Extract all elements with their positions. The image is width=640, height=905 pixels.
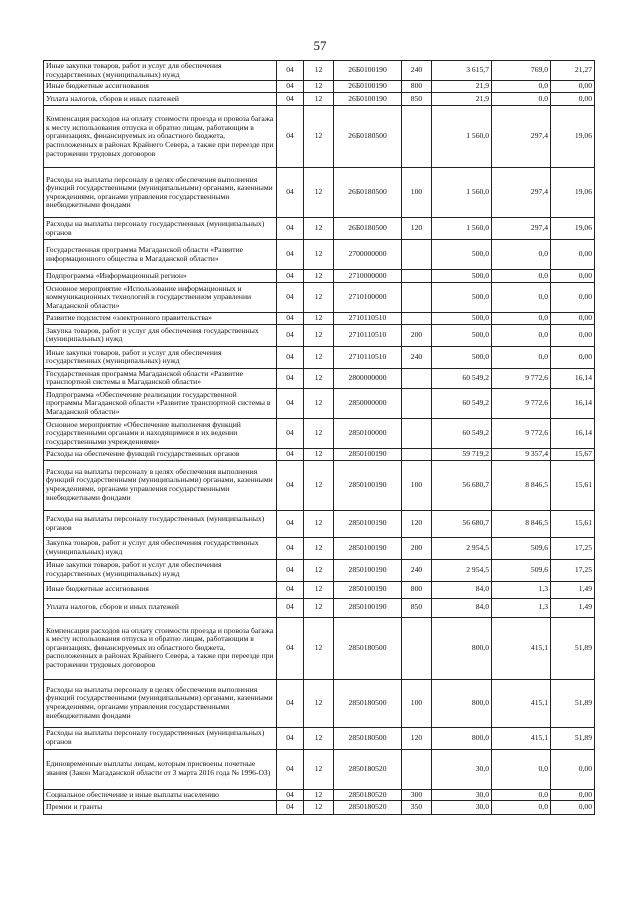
row-name-cell: Развитие подсистем «электронного правительства» [44, 313, 277, 325]
page-number: 57 [313, 38, 327, 53]
section-code-cell: 04 [277, 270, 304, 283]
expense-type-cell: 120 [402, 218, 432, 240]
subsection-code-cell: 12 [304, 418, 334, 448]
execution-percent-cell: 16,14 [551, 388, 595, 418]
row-name-cell: Социальное обеспечение и иные выплаты населению [44, 789, 277, 801]
target-article-cell: 2700000000 [334, 240, 402, 270]
target-article-cell: 2710110510 [334, 324, 402, 346]
section-code-cell: 04 [277, 581, 304, 598]
subsection-code-cell: 12 [304, 749, 334, 789]
target-article-cell: 2850100190 [334, 537, 402, 559]
table-row [44, 81, 595, 93]
subsection-code-cell: 12 [304, 598, 334, 617]
table-row [44, 218, 595, 240]
expense-type-cell: 850 [402, 93, 432, 106]
planned-amount-cell: 500,0 [432, 283, 492, 313]
subsection-code-cell: 12 [304, 346, 334, 368]
expense-type-cell: 240 [402, 346, 432, 368]
execution-percent-cell: 0,00 [551, 313, 595, 325]
planned-amount-cell: 30,0 [432, 801, 492, 815]
expense-type-cell: 120 [402, 727, 432, 749]
planned-amount-cell: 56 680,7 [432, 510, 492, 537]
subsection-code-cell: 12 [304, 801, 334, 815]
table-row [44, 346, 595, 368]
subsection-code-cell: 12 [304, 368, 334, 388]
execution-percent-cell: 0,00 [551, 789, 595, 801]
actual-amount-cell: 0,0 [492, 324, 551, 346]
expense-type-cell [402, 418, 432, 448]
actual-amount-cell: 0,0 [492, 93, 551, 106]
table-row [44, 93, 595, 106]
section-code-cell: 04 [277, 510, 304, 537]
table-row [44, 559, 595, 581]
target-article-cell: 2710100000 [334, 283, 402, 313]
row-name-cell: Расходы на выплаты персоналу государственных (муниципальных) органов [44, 218, 277, 240]
subsection-code-cell: 12 [304, 61, 334, 81]
target-article-cell: 2710110510 [334, 346, 402, 368]
target-article-cell: 2850180500 [334, 617, 402, 679]
section-code-cell: 04 [277, 93, 304, 106]
row-name-cell: Расходы на выплаты персоналу государственных (муниципальных) органов [44, 727, 277, 749]
target-article-cell: 2850180520 [334, 749, 402, 789]
actual-amount-cell: 0,0 [492, 81, 551, 93]
planned-amount-cell: 30,0 [432, 789, 492, 801]
expense-type-cell [402, 448, 432, 460]
planned-amount-cell: 60 549,2 [432, 368, 492, 388]
table-row [44, 749, 595, 789]
expense-type-cell: 800 [402, 81, 432, 93]
execution-percent-cell: 16,14 [551, 368, 595, 388]
subsection-code-cell: 12 [304, 679, 334, 727]
table-row [44, 313, 595, 325]
row-name-cell: Уплата налогов, сборов и иных платежей [44, 598, 277, 617]
table-row [44, 727, 595, 749]
target-article-cell: 26Б0100190 [334, 93, 402, 106]
planned-amount-cell: 2 954,5 [432, 537, 492, 559]
actual-amount-cell: 1,3 [492, 581, 551, 598]
target-article-cell: 26Б0180500 [334, 218, 402, 240]
execution-percent-cell: 0,00 [551, 283, 595, 313]
subsection-code-cell: 12 [304, 93, 334, 106]
target-article-cell: 26Б0180500 [334, 168, 402, 218]
target-article-cell: 2850100000 [334, 418, 402, 448]
actual-amount-cell: 9 772,6 [492, 418, 551, 448]
target-article-cell: 2800000000 [334, 368, 402, 388]
actual-amount-cell: 0,0 [492, 801, 551, 815]
row-name-cell: Премии и гранты [44, 801, 277, 815]
subsection-code-cell: 12 [304, 168, 334, 218]
execution-percent-cell: 17,25 [551, 537, 595, 559]
row-name-cell: Государственная программа Магаданской области «Развитие транспортной системы в Магаданской области» [44, 368, 277, 388]
target-article-cell: 26Б0100190 [334, 61, 402, 81]
row-name-cell: Расходы на выплаты персоналу в целях обеспечения выполнения функций государственными (муниципальными) органами, казенными учреждениями, органами управления государственными внебюджетными фондами [44, 460, 277, 510]
expense-type-cell: 300 [402, 789, 432, 801]
section-code-cell: 04 [277, 418, 304, 448]
expense-type-cell: 120 [402, 510, 432, 537]
planned-amount-cell: 56 680,7 [432, 460, 492, 510]
section-code-cell: 04 [277, 218, 304, 240]
actual-amount-cell: 297,4 [492, 218, 551, 240]
table-row [44, 61, 595, 81]
section-code-cell: 04 [277, 679, 304, 727]
expense-type-cell [402, 283, 432, 313]
actual-amount-cell: 9 357,4 [492, 448, 551, 460]
subsection-code-cell: 12 [304, 727, 334, 749]
table-row [44, 106, 595, 168]
execution-percent-cell: 0,00 [551, 270, 595, 283]
section-code-cell: 04 [277, 368, 304, 388]
section-code-cell: 04 [277, 388, 304, 418]
row-name-cell: Закупка товаров, работ и услуг для обеспечения государственных (муниципальных) нужд [44, 537, 277, 559]
row-name-cell: Государственная программа Магаданской области «Развитие информационного общества в Магаданской области» [44, 240, 277, 270]
target-article-cell: 2850180500 [334, 679, 402, 727]
planned-amount-cell: 60 549,2 [432, 418, 492, 448]
expense-type-cell [402, 388, 432, 418]
actual-amount-cell: 769,0 [492, 61, 551, 81]
expense-type-cell: 200 [402, 537, 432, 559]
execution-percent-cell: 17,25 [551, 559, 595, 581]
planned-amount-cell: 500,0 [432, 240, 492, 270]
expense-type-cell: 240 [402, 559, 432, 581]
subsection-code-cell: 12 [304, 324, 334, 346]
section-code-cell: 04 [277, 324, 304, 346]
target-article-cell: 26Б0180500 [334, 106, 402, 168]
table-row [44, 789, 595, 801]
row-name-cell: Расходы на выплаты персоналу в целях обеспечения выполнения функций государственными (муниципальными) органами, казенными учреждениями, органами управления государственными внебюджетными фондами [44, 679, 277, 727]
row-name-cell: Иные бюджетные ассигнования [44, 581, 277, 598]
execution-percent-cell: 19,06 [551, 218, 595, 240]
table-row [44, 388, 595, 418]
table-row [44, 460, 595, 510]
planned-amount-cell: 84,0 [432, 581, 492, 598]
expense-type-cell [402, 240, 432, 270]
section-code-cell: 04 [277, 106, 304, 168]
row-name-cell: Закупка товаров, работ и услуг для обеспечения государственных (муниципальных) нужд [44, 324, 277, 346]
planned-amount-cell: 500,0 [432, 270, 492, 283]
row-name-cell: Расходы на выплаты персоналу государственных (муниципальных) органов [44, 510, 277, 537]
target-article-cell: 2850100190 [334, 460, 402, 510]
target-article-cell: 2850180520 [334, 801, 402, 815]
section-code-cell: 04 [277, 448, 304, 460]
target-article-cell: 2710000000 [334, 270, 402, 283]
target-article-cell: 2850100190 [334, 510, 402, 537]
subsection-code-cell: 12 [304, 283, 334, 313]
section-code-cell: 04 [277, 168, 304, 218]
actual-amount-cell: 0,0 [492, 283, 551, 313]
subsection-code-cell: 12 [304, 617, 334, 679]
row-name-cell: Подпрограмма «Информационный регион» [44, 270, 277, 283]
section-code-cell: 04 [277, 749, 304, 789]
table-row [44, 537, 595, 559]
planned-amount-cell: 30,0 [432, 749, 492, 789]
actual-amount-cell: 8 846,5 [492, 460, 551, 510]
actual-amount-cell: 0,0 [492, 789, 551, 801]
execution-percent-cell: 51,89 [551, 679, 595, 727]
actual-amount-cell: 0,0 [492, 240, 551, 270]
actual-amount-cell: 297,4 [492, 106, 551, 168]
subsection-code-cell: 12 [304, 81, 334, 93]
execution-percent-cell: 0,00 [551, 81, 595, 93]
table-row [44, 510, 595, 537]
table-row [44, 324, 595, 346]
section-code-cell: 04 [277, 240, 304, 270]
expense-type-cell: 800 [402, 581, 432, 598]
expense-type-cell [402, 313, 432, 325]
table-row [44, 270, 595, 283]
expense-type-cell: 100 [402, 679, 432, 727]
planned-amount-cell: 60 549,2 [432, 388, 492, 418]
actual-amount-cell: 0,0 [492, 313, 551, 325]
execution-percent-cell: 0,00 [551, 240, 595, 270]
row-name-cell: Расходы на обеспечение функций государственных органов [44, 448, 277, 460]
planned-amount-cell: 500,0 [432, 324, 492, 346]
actual-amount-cell: 0,0 [492, 749, 551, 789]
section-code-cell: 04 [277, 537, 304, 559]
subsection-code-cell: 12 [304, 313, 334, 325]
expense-type-cell: 850 [402, 598, 432, 617]
section-code-cell: 04 [277, 727, 304, 749]
section-code-cell: 04 [277, 617, 304, 679]
execution-percent-cell: 1,49 [551, 581, 595, 598]
table-row [44, 368, 595, 388]
budget-table-body [44, 61, 595, 815]
expense-type-cell [402, 270, 432, 283]
row-name-cell: Основное мероприятие «Обеспечение выполнения функций государственными органами и находящимися в их ведении государственными учреждениями» [44, 418, 277, 448]
expense-type-cell: 350 [402, 801, 432, 815]
execution-percent-cell: 0,00 [551, 324, 595, 346]
section-code-cell: 04 [277, 61, 304, 81]
execution-percent-cell: 19,06 [551, 106, 595, 168]
planned-amount-cell: 21,9 [432, 81, 492, 93]
table-row [44, 283, 595, 313]
planned-amount-cell: 59 719,2 [432, 448, 492, 460]
table-row [44, 448, 595, 460]
actual-amount-cell: 415,1 [492, 679, 551, 727]
execution-percent-cell: 16,14 [551, 418, 595, 448]
section-code-cell: 04 [277, 598, 304, 617]
actual-amount-cell: 9 772,6 [492, 368, 551, 388]
row-name-cell: Компенсация расходов на оплату стоимости проезда и провоза багажа к месту использования отпуска и обратно лицам, работающим в организациях, финансируемых из областного бюджета, расположенных в районах Крайнего Севера, а также при переезде при расторжении трудовых договоров [44, 106, 277, 168]
subsection-code-cell: 12 [304, 448, 334, 460]
expense-type-cell [402, 749, 432, 789]
planned-amount-cell: 800,0 [432, 679, 492, 727]
section-code-cell: 04 [277, 313, 304, 325]
planned-amount-cell: 21,9 [432, 93, 492, 106]
execution-percent-cell: 0,00 [551, 801, 595, 815]
table-row [44, 679, 595, 727]
expense-type-cell: 200 [402, 324, 432, 346]
expense-type-cell [402, 617, 432, 679]
planned-amount-cell: 500,0 [432, 313, 492, 325]
subsection-code-cell: 12 [304, 270, 334, 283]
expense-type-cell: 100 [402, 460, 432, 510]
target-article-cell: 2850180500 [334, 727, 402, 749]
section-code-cell: 04 [277, 283, 304, 313]
execution-percent-cell: 15,61 [551, 460, 595, 510]
table-row [44, 418, 595, 448]
target-article-cell: 2850100190 [334, 559, 402, 581]
row-name-cell: Иные бюджетные ассигнования [44, 81, 277, 93]
execution-percent-cell: 21,27 [551, 61, 595, 81]
planned-amount-cell: 2 954,5 [432, 559, 492, 581]
planned-amount-cell: 1 560,0 [432, 168, 492, 218]
section-code-cell: 04 [277, 801, 304, 815]
actual-amount-cell: 415,1 [492, 617, 551, 679]
row-name-cell: Уплата налогов, сборов и иных платежей [44, 93, 277, 106]
target-article-cell: 2850100190 [334, 598, 402, 617]
subsection-code-cell: 12 [304, 460, 334, 510]
actual-amount-cell: 8 846,5 [492, 510, 551, 537]
actual-amount-cell: 415,1 [492, 727, 551, 749]
section-code-cell: 04 [277, 460, 304, 510]
actual-amount-cell: 0,0 [492, 270, 551, 283]
table-row [44, 801, 595, 815]
table-row [44, 598, 595, 617]
target-article-cell: 2850000000 [334, 388, 402, 418]
execution-percent-cell: 19,06 [551, 168, 595, 218]
budget-table [43, 60, 595, 815]
expense-type-cell: 240 [402, 61, 432, 81]
planned-amount-cell: 500,0 [432, 346, 492, 368]
planned-amount-cell: 84,0 [432, 598, 492, 617]
subsection-code-cell: 12 [304, 510, 334, 537]
row-name-cell: Иные закупки товаров, работ и услуг для обеспечения государственных (муниципальных) нужд [44, 559, 277, 581]
subsection-code-cell: 12 [304, 581, 334, 598]
row-name-cell: Расходы на выплаты персоналу в целях обеспечения выполнения функций государственными (муниципальными) органами, казенными учреждениями, органами управления государственными внебюджетными фондами [44, 168, 277, 218]
table-row [44, 581, 595, 598]
expense-type-cell [402, 368, 432, 388]
section-code-cell: 04 [277, 559, 304, 581]
target-article-cell: 2850100190 [334, 581, 402, 598]
execution-percent-cell: 15,67 [551, 448, 595, 460]
planned-amount-cell: 3 615,7 [432, 61, 492, 81]
row-name-cell: Единовременные выплаты лицам, которым присвоены почетные звания (Закон Магаданской области от 3 марта 2016 года № 1996-ОЗ) [44, 749, 277, 789]
target-article-cell: 2850100190 [334, 448, 402, 460]
subsection-code-cell: 12 [304, 106, 334, 168]
section-code-cell: 04 [277, 789, 304, 801]
subsection-code-cell: 12 [304, 218, 334, 240]
subsection-code-cell: 12 [304, 789, 334, 801]
section-code-cell: 04 [277, 346, 304, 368]
planned-amount-cell: 1 560,0 [432, 106, 492, 168]
row-name-cell: Компенсация расходов на оплату стоимости проезда и провоза багажа к месту использования отпуска и обратно лицам, работающим в организациях, финансируемых из областного бюджета, расположенных в районах Крайнего Севера, а также при переезде при расторжении трудовых договоров [44, 617, 277, 679]
execution-percent-cell: 1,49 [551, 598, 595, 617]
target-article-cell: 2710110510 [334, 313, 402, 325]
execution-percent-cell: 51,89 [551, 617, 595, 679]
row-name-cell: Иные закупки товаров, работ и услуг для обеспечения государственных (муниципальных) нужд [44, 61, 277, 81]
subsection-code-cell: 12 [304, 537, 334, 559]
table-row [44, 617, 595, 679]
planned-amount-cell: 800,0 [432, 617, 492, 679]
actual-amount-cell: 509,6 [492, 559, 551, 581]
section-code-cell: 04 [277, 81, 304, 93]
subsection-code-cell: 12 [304, 240, 334, 270]
execution-percent-cell: 51,89 [551, 727, 595, 749]
target-article-cell: 2850180520 [334, 789, 402, 801]
row-name-cell: Подпрограмма «Обеспечение реализации государственной программы Магаданской области «Развитие транспортной системы в Магаданской области» [44, 388, 277, 418]
actual-amount-cell: 0,0 [492, 346, 551, 368]
subsection-code-cell: 12 [304, 559, 334, 581]
target-article-cell: 26Б0100190 [334, 81, 402, 93]
execution-percent-cell: 0,00 [551, 93, 595, 106]
actual-amount-cell: 9 772,6 [492, 388, 551, 418]
row-name-cell: Иные закупки товаров, работ и услуг для обеспечения государственных (муниципальных) нужд [44, 346, 277, 368]
actual-amount-cell: 1,3 [492, 598, 551, 617]
row-name-cell: Основное мероприятие «Использование информационных и коммуникационных технологий в государственном управлении Магаданской области» [44, 283, 277, 313]
expense-type-cell: 100 [402, 168, 432, 218]
subsection-code-cell: 12 [304, 388, 334, 418]
planned-amount-cell: 800,0 [432, 727, 492, 749]
execution-percent-cell: 15,61 [551, 510, 595, 537]
execution-percent-cell: 0,00 [551, 749, 595, 789]
table-row [44, 168, 595, 218]
planned-amount-cell: 1 560,0 [432, 218, 492, 240]
table-row [44, 240, 595, 270]
expense-type-cell [402, 106, 432, 168]
actual-amount-cell: 509,6 [492, 537, 551, 559]
execution-percent-cell: 0,00 [551, 346, 595, 368]
actual-amount-cell: 297,4 [492, 168, 551, 218]
